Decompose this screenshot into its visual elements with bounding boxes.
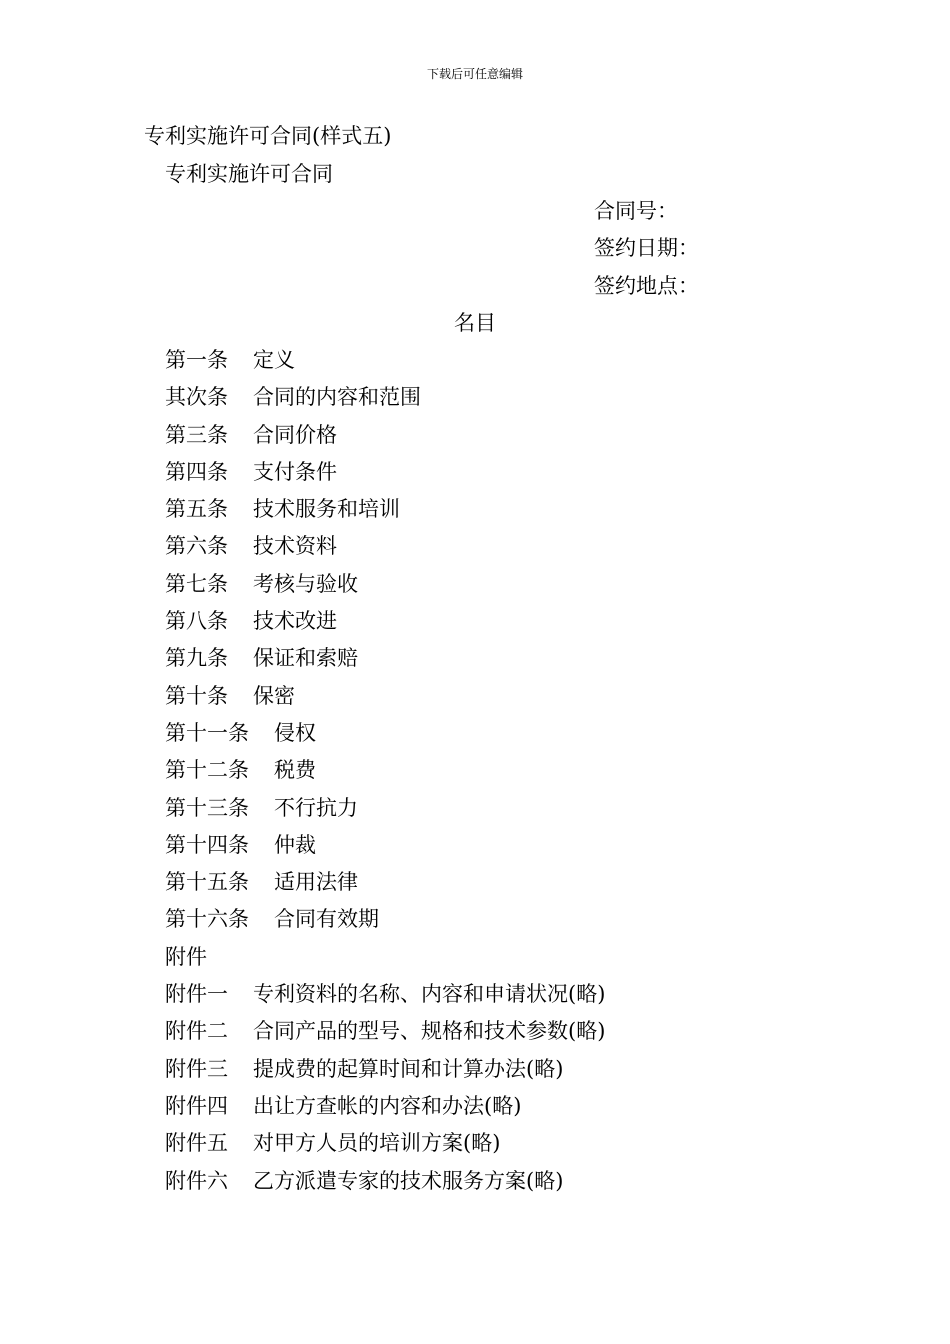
toc-item-title: 定义 [253, 348, 295, 372]
contract-meta-block [594, 197, 699, 309]
toc-item-number: 第十三条 [165, 795, 249, 820]
toc-heading: 名目 [454, 311, 496, 335]
toc-item-number: 附件六 [165, 1168, 228, 1193]
toc-item-title: 乙方派遣专家的技术服务方案(略) [253, 1168, 564, 1193]
toc-item [165, 1129, 605, 1166]
table-of-contents [165, 346, 605, 1204]
toc-item [165, 1092, 605, 1129]
toc-item-number: 第八条 [165, 609, 228, 634]
toc-item [165, 607, 605, 644]
toc-item-title: 适用法律 [274, 870, 358, 895]
toc-item [165, 458, 605, 495]
toc-item-title: 考核与验收 [253, 571, 358, 596]
toc-item-title: 合同价格 [253, 422, 337, 447]
toc-item-number: 附件一 [165, 982, 228, 1007]
toc-item-title: 税费 [274, 758, 316, 783]
toc-item-title: 支付条件 [253, 459, 337, 484]
toc-item [165, 495, 605, 532]
toc-item [165, 868, 605, 905]
toc-item [165, 682, 605, 719]
toc-item-number: 第三条 [165, 422, 228, 447]
toc-item [165, 943, 605, 980]
toc-item [165, 794, 605, 831]
toc-item-title: 不行抗力 [274, 795, 358, 820]
toc-item [165, 1017, 605, 1054]
sign-place-label: 签约地点： [594, 273, 699, 298]
toc-item-number: 附件三 [165, 1056, 228, 1081]
toc-item-title: 出让方查帐的内容和办法(略) [253, 1093, 522, 1118]
toc-item-number: 第六条 [165, 534, 228, 559]
document-title: 专利实施许可合同(样式五) [144, 124, 392, 148]
toc-item-number: 第十条 [165, 683, 228, 708]
sign-date-label: 签约日期： [594, 236, 699, 261]
toc-item-title: 专利资料的名称、内容和申请状况(略) [253, 982, 606, 1007]
toc-item-number: 第九条 [165, 646, 228, 671]
toc-item-title: 合同有效期 [274, 907, 379, 932]
toc-item-title: 保证和索赔 [253, 646, 358, 671]
toc-item-title: 对甲方人员的培训方案(略) [253, 1131, 501, 1156]
toc-item-number: 第七条 [165, 571, 228, 596]
toc-item-number: 附件五 [165, 1131, 228, 1156]
toc-item [165, 644, 605, 681]
toc-item [165, 346, 605, 383]
toc-item-number: 附件四 [165, 1093, 228, 1118]
toc-item-number: 第十一条 [165, 720, 249, 745]
toc-item [165, 383, 605, 420]
toc-item [165, 570, 605, 607]
toc-item-title: 技术改进 [253, 609, 337, 634]
toc-item-number: 第十五条 [165, 870, 249, 895]
toc-item-number: 附件二 [165, 1019, 228, 1044]
toc-item-number: 第五条 [165, 497, 228, 522]
toc-item-number: 附件 [165, 944, 207, 969]
toc-item-title: 保密 [253, 683, 295, 708]
toc-item [165, 980, 605, 1017]
toc-item-number: 第一条 [165, 348, 228, 372]
toc-item-title: 合同的内容和范围 [253, 385, 421, 410]
toc-item-number: 第四条 [165, 459, 228, 484]
toc-item-number: 第十二条 [165, 758, 249, 783]
toc-item-title: 技术资料 [253, 534, 337, 559]
toc-item-number: 其次条 [165, 385, 228, 410]
toc-item-title: 仲裁 [274, 832, 316, 857]
contract-number-label: 合同号： [594, 199, 678, 223]
toc-item [165, 905, 605, 942]
toc-item [165, 1167, 605, 1204]
document-subtitle: 专利实施许可合同 [165, 162, 333, 186]
toc-item-number: 第十四条 [165, 832, 249, 857]
toc-item [165, 532, 605, 569]
page-header: 下载后可任意编辑 [426, 67, 523, 81]
toc-item-number: 第十六条 [165, 907, 249, 932]
toc-item-title: 技术服务和培训 [253, 497, 400, 522]
toc-item [165, 1055, 605, 1092]
toc-item-title: 合同产品的型号、规格和技术参数(略) [253, 1019, 606, 1044]
toc-item [165, 756, 605, 793]
toc-item-title: 侵权 [274, 720, 316, 745]
toc-item-title: 提成费的起算时间和计算办法(略) [253, 1056, 564, 1081]
toc-item [165, 421, 605, 458]
toc-item [165, 831, 605, 868]
toc-item [165, 719, 605, 756]
